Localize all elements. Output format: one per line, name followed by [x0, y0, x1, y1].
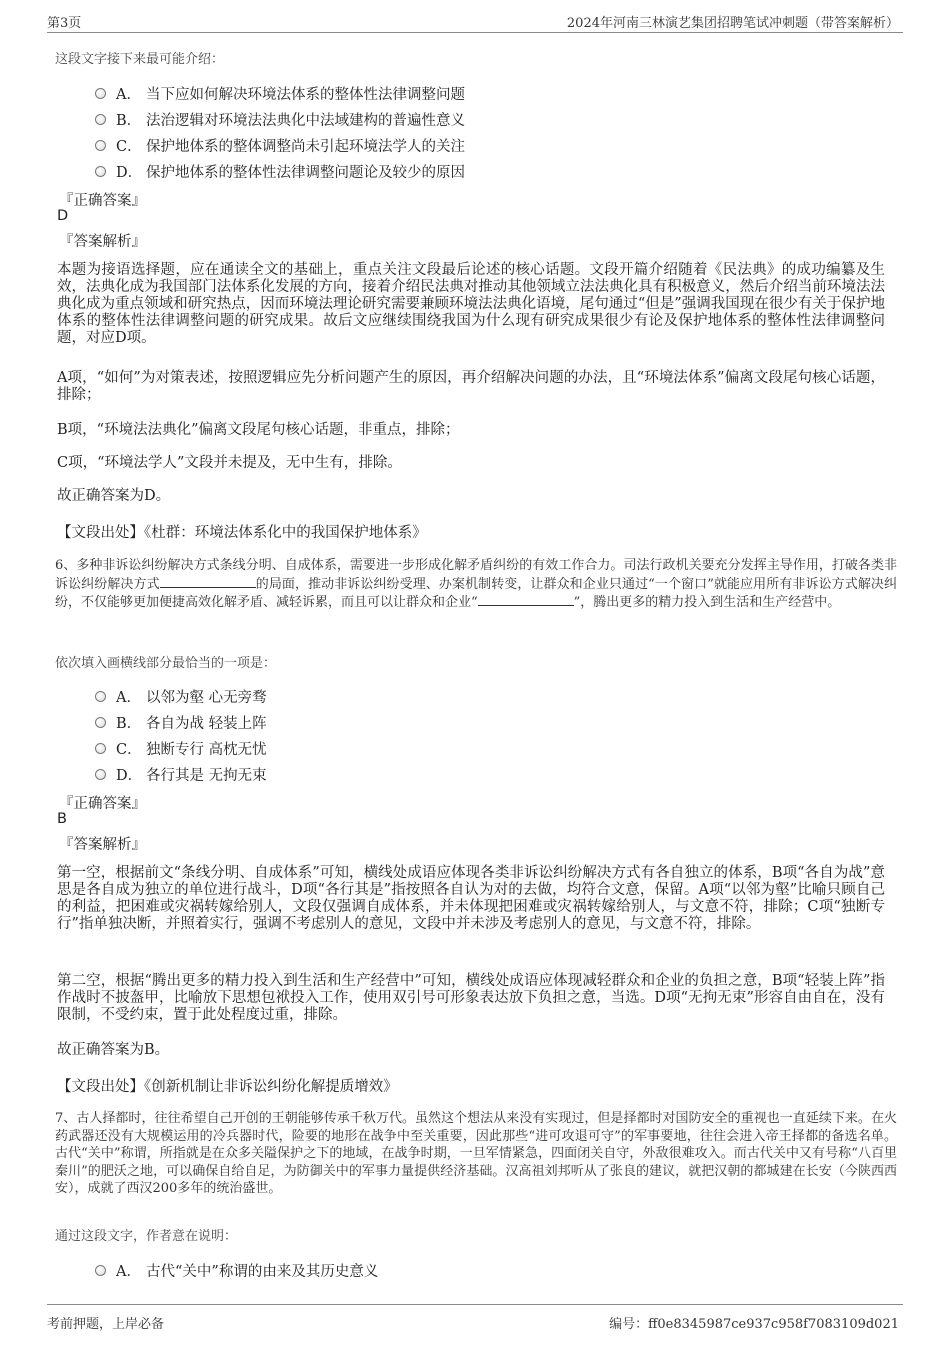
page-header: [47, 10, 903, 33]
radio-icon[interactable]: [95, 717, 106, 728]
q5-answer: D: [57, 208, 69, 224]
option-text: 古代“关中”称谓的由来及其历史意义: [146, 1264, 379, 1280]
document-title: 2024年河南三林演艺集团招聘笔试冲刺题（带答案解析）: [566, 16, 899, 31]
q6-analysis-conclusion: 故正确答案为B。: [57, 1042, 170, 1058]
q6-stem-part3: ”，腾出更多的精力投入到生活和生产经营中。: [573, 595, 841, 610]
q5-analysis-c: C项，“环境法学人”文段并未提及，无中生有，排除。: [57, 455, 402, 471]
q6-stem: [55, 557, 897, 612]
page-number: 第3页: [47, 16, 82, 31]
q6-analysis-label: 『答案解析』: [59, 837, 146, 853]
q6-stem-part1: 6、多种非诉讼纠纷解决方式条线分明、自成体系，需要进一步形成化解矛盾纠纷的有效工作合力。司法行政机关要充分发挥主导作用，打破各类非诉讼纠纷解决方式: [55, 558, 897, 592]
radio-icon[interactable]: [95, 691, 106, 702]
option-letter: C．: [116, 139, 142, 155]
option-text: 保护地体系的整体性法律调整问题论及较少的原因: [146, 165, 465, 181]
q5-analysis-b: B项，“环境法法典化”偏离文段尾句核心话题，非重点，排除；: [57, 422, 460, 438]
radio-icon[interactable]: [95, 1265, 106, 1276]
option-letter: C．: [116, 742, 142, 758]
q6-prompt: 依次填入画横线部分最恰当的一项是：: [55, 656, 277, 671]
q6-option-b[interactable]: [95, 712, 267, 733]
option-letter: D．: [116, 165, 143, 181]
q6-analysis-blank1: 第一空，根据前文“条线分明、自成体系”可知，横线处成语应体现各类非诉讼纠纷解决方式有各自独立的体系，B项“各自为战”意思是各自成为独立的单位进行战斗，D项“各行其是”指按照各自认为对的去做，均符合文意，保留。A项“以邻为壑”比喻只顾自己的利益，把困难或灾祸转嫁给别人，文段仅强调自成体系，并未体现把困难或灾祸转嫁给别人，与文意不符，排除；C项“独断专行”指单独决断，并照着实行，强调不考虑别人的意见，文段中并未涉及考虑别人的意见，与文意不符，排除。: [57, 865, 885, 932]
q7-stem: 7、古人择都时，往往希望自己开创的王朝能够传承千秋万代。虽然这个想法从来没有实现过，但是择都时对国防安全的重视也一直延续下来。在火药武器还没有大规模运用的冷兵器时代，险要的地形在战争中至关重要，因此那些“进可攻退可守”的军事要地，往往会进入帝王择都的备选名单。古代“关中”称谓，所指就是在众多关隘保护之下的地域，在战争时期，一旦军情紧急，四面闭关自守，外敌很难攻入。而古代关中又有号称“八百里秦川”的肥沃之地，可以确保自给自足，为防御关中的军事力量提供经济基础。汉高祖刘邦听从了张良的建议，就把汉朝的都城建在长安（今陕西西安），成就了西汉200多年的统治盛世。: [55, 1111, 897, 1196]
q5-analysis-main: 本题为接语选择题，应在通读全文的基础上，重点关注文段最后论述的核心话题。文段开篇介绍随着《民法典》的成功编纂及生效，法典化成为我国部门法体系化发展的方向，接着介绍民法典对推动其他领域立法法典化具有积极意义，然后介绍当前环境法法典化成为重点领域和研究热点，因而环境法理论研究需要兼顾环境法法典化语境，尾句通过“但是”强调我国现在很少有关于保护地体系的整体性法律调整问题的研究成果。故后文应继续围绕我国为什么现有研究成果很少有论及保护地体系的整体性法律调整问题，对应D项。: [57, 262, 885, 346]
radio-icon[interactable]: [95, 769, 106, 780]
option-text: 各行其是 无拘无束: [146, 768, 267, 784]
q5-prompt: 这段文字接下来最可能介绍：: [55, 52, 225, 67]
radio-icon[interactable]: [95, 114, 106, 125]
option-text: 保护地体系的整体调整尚未引起环境法学人的关注: [146, 139, 465, 155]
q5-option-d[interactable]: [95, 161, 465, 182]
footer-slogan: 考前押题，上岸必备: [47, 1317, 165, 1332]
radio-icon[interactable]: [95, 166, 106, 177]
q5-analysis-conclusion: 故正确答案为D。: [57, 488, 171, 504]
q6-option-a[interactable]: [95, 686, 267, 707]
option-text: 以邻为壑 心无旁骛: [146, 690, 267, 706]
q5-option-c[interactable]: [95, 135, 465, 156]
q5-answer-label: 『正确答案』: [59, 193, 146, 209]
q7-option-a[interactable]: [95, 1260, 378, 1281]
option-letter: A．: [116, 690, 141, 706]
option-letter: D．: [116, 768, 143, 784]
q6-blank-2: [478, 593, 574, 606]
q6-blank-1: [160, 575, 256, 588]
option-letter: A．: [116, 87, 141, 103]
q6-stem-part2: 的局面，推动非诉讼纠纷受理、办案机制转变，让群众和企业只通过“一个窗口”就能应用所有非诉讼方式解决纠纷，不仅能够更加便捷高效化解矛盾、减轻诉累，而且可以让群众和企业“: [55, 576, 897, 610]
q7-prompt: 通过这段文字，作者意在说明：: [55, 1229, 238, 1244]
footer-serial: 编号：ff0e8345987ce937c958f7083109d021: [609, 1317, 899, 1332]
q6-source: 【文段出处】《创新机制让非诉讼纠纷化解提质增效》: [57, 1079, 398, 1095]
q6-option-c[interactable]: [95, 738, 267, 759]
option-text: 各自为战 轻装上阵: [146, 716, 267, 732]
option-letter: B．: [116, 716, 142, 732]
q5-source: 【文段出处】《杜群：环境法体系化中的我国保护地体系》: [57, 525, 427, 541]
q6-answer-label: 『正确答案』: [59, 796, 146, 812]
option-text: 法治逻辑对环境法法典化中法域建构的普遍性意义: [146, 113, 465, 129]
option-letter: A．: [116, 1264, 141, 1280]
option-text: 独断专行 高枕无忧: [146, 742, 267, 758]
q6-option-d[interactable]: [95, 764, 267, 785]
q6-answer: B: [57, 811, 67, 827]
radio-icon[interactable]: [95, 743, 106, 754]
q5-analysis-label: 『答案解析』: [59, 234, 146, 250]
radio-icon[interactable]: [95, 140, 106, 151]
option-letter: B．: [116, 113, 142, 129]
q5-analysis-a: A项，“如何”为对策表述，按照逻辑应先分析问题产生的原因，再介绍解决问题的办法，且“环境法体系”偏离文段尾句核心话题，排除；: [57, 370, 885, 403]
radio-icon[interactable]: [95, 88, 106, 99]
q5-option-a[interactable]: [95, 83, 465, 104]
q5-option-b[interactable]: [95, 109, 465, 130]
q6-analysis-blank2: 第二空，根据“腾出更多的精力投入到生活和生产经营中”可知，横线处成语应体现减轻群众和企业的负担之意，B项“轻装上阵”指作战时不披盔甲，比喻放下思想包袱投入工作，使用双引号可形象表达放下负担之意，当选。D项“无拘无束”形容自由自在，没有限制，不受约束，置于此处程度过重，排除。: [57, 973, 885, 1023]
option-text: 当下应如何解决环境法体系的整体性法律调整问题: [146, 87, 465, 103]
page-footer: [47, 1304, 903, 1332]
